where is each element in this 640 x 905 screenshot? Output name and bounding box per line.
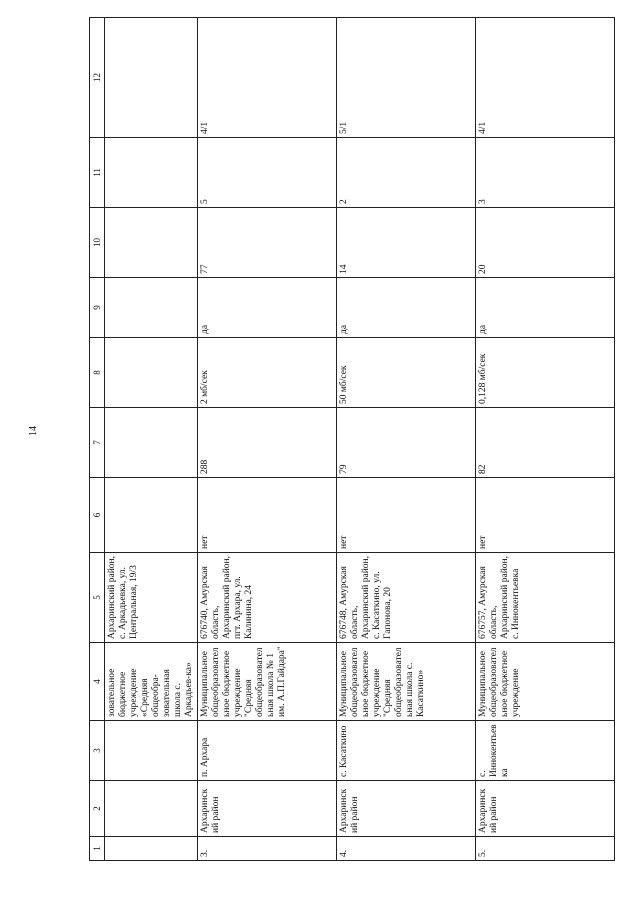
- table-cell: 79: [337, 408, 476, 478]
- column-number: 9: [90, 278, 105, 338]
- table-cell: 2: [337, 138, 476, 208]
- column-number: 7: [90, 408, 105, 478]
- table-cell: [105, 18, 198, 138]
- address-cell: 676748, Амурская область, Архаринский район, с. Касаткино, ул. Гапонова, 20: [337, 553, 476, 643]
- table-cell: [105, 338, 198, 408]
- address-cell: Архаринский район, с. Аркадьевка, ул. Центральная, 19/3: [105, 553, 198, 643]
- row-number: 3.: [198, 837, 337, 861]
- settlement-cell: с. Иннокентьевка: [476, 721, 615, 781]
- schools-table: [89, 17, 615, 861]
- row-number: 4.: [337, 837, 476, 861]
- table-row: [337, 18, 476, 861]
- district-cell: Архаринский район: [198, 781, 337, 837]
- table-cell: [105, 278, 198, 338]
- column-number: 10: [90, 208, 105, 278]
- settlement-cell: [105, 721, 198, 781]
- settlement-cell: с. Касаткино: [337, 721, 476, 781]
- table-cell: [105, 478, 198, 553]
- column-number: 1: [90, 837, 105, 861]
- table-cell: 4/1: [476, 18, 615, 138]
- row-number: [105, 837, 198, 861]
- table-cell: да: [476, 278, 615, 338]
- column-number: 3: [90, 721, 105, 781]
- table-cell: 50 мб/сек: [337, 338, 476, 408]
- table-cell: 82: [476, 408, 615, 478]
- table-cell: [105, 408, 198, 478]
- table-cell: да: [337, 278, 476, 338]
- table-row: [198, 18, 337, 861]
- column-number: 8: [90, 338, 105, 408]
- district-cell: Архаринский район: [337, 781, 476, 837]
- table-cell: да: [198, 278, 337, 338]
- column-number: 5: [90, 553, 105, 643]
- table-row: [476, 18, 615, 861]
- table-cell: нет: [198, 478, 337, 553]
- column-number: 12: [90, 18, 105, 138]
- table-cell: 5/1: [337, 18, 476, 138]
- table-cell: [105, 138, 198, 208]
- table-cell: 14: [337, 208, 476, 278]
- institution-cell: Муниципальное общеобразовательное бюджетное учреждение "Средняя общеобразовательная школа № 1 им. А.П.Гайдара": [198, 643, 337, 721]
- table-cell: [105, 208, 198, 278]
- column-number: 11: [90, 138, 105, 208]
- rotated-table-container: [89, 18, 602, 861]
- table-cell: 288: [198, 408, 337, 478]
- address-cell: 676757, Амурская область, Архаринский район, с. Иннокентьевка: [476, 553, 615, 643]
- institution-cell: Муниципальное общеобразовательное бюджетное учреждение: [476, 643, 615, 721]
- table-cell: 77: [198, 208, 337, 278]
- column-number-row: [90, 18, 105, 861]
- table-cell: 5: [198, 138, 337, 208]
- settlement-cell: п. Архара: [198, 721, 337, 781]
- column-number: 6: [90, 478, 105, 553]
- table-cell: 3: [476, 138, 615, 208]
- table-cell: нет: [476, 478, 615, 553]
- page-number: 14: [28, 426, 39, 436]
- table-row: [105, 18, 198, 861]
- institution-cell: зовательное бюджетное учреждение «Средняя общеобра-зовательная школа с. Аркадьев-ка»: [105, 643, 198, 721]
- table-cell: 0,128 мб/сек: [476, 338, 615, 408]
- table-cell: 2 мб/сек: [198, 338, 337, 408]
- district-cell: [105, 781, 198, 837]
- column-number: 4: [90, 643, 105, 721]
- table-cell: нет: [337, 478, 476, 553]
- institution-cell: Муниципальное общеобразовательное бюджетное учреждение "Средняя общеобразовательная школа с. Касаткино»: [337, 643, 476, 721]
- table-cell: 20: [476, 208, 615, 278]
- district-cell: Архаринский район: [476, 781, 615, 837]
- table-cell: 4/1: [198, 18, 337, 138]
- address-cell: 676740, Амурская область, Архаринский район, пгт. Архара, ул. Калинина, 24: [198, 553, 337, 643]
- row-number: 5.: [476, 837, 615, 861]
- column-number: 2: [90, 781, 105, 837]
